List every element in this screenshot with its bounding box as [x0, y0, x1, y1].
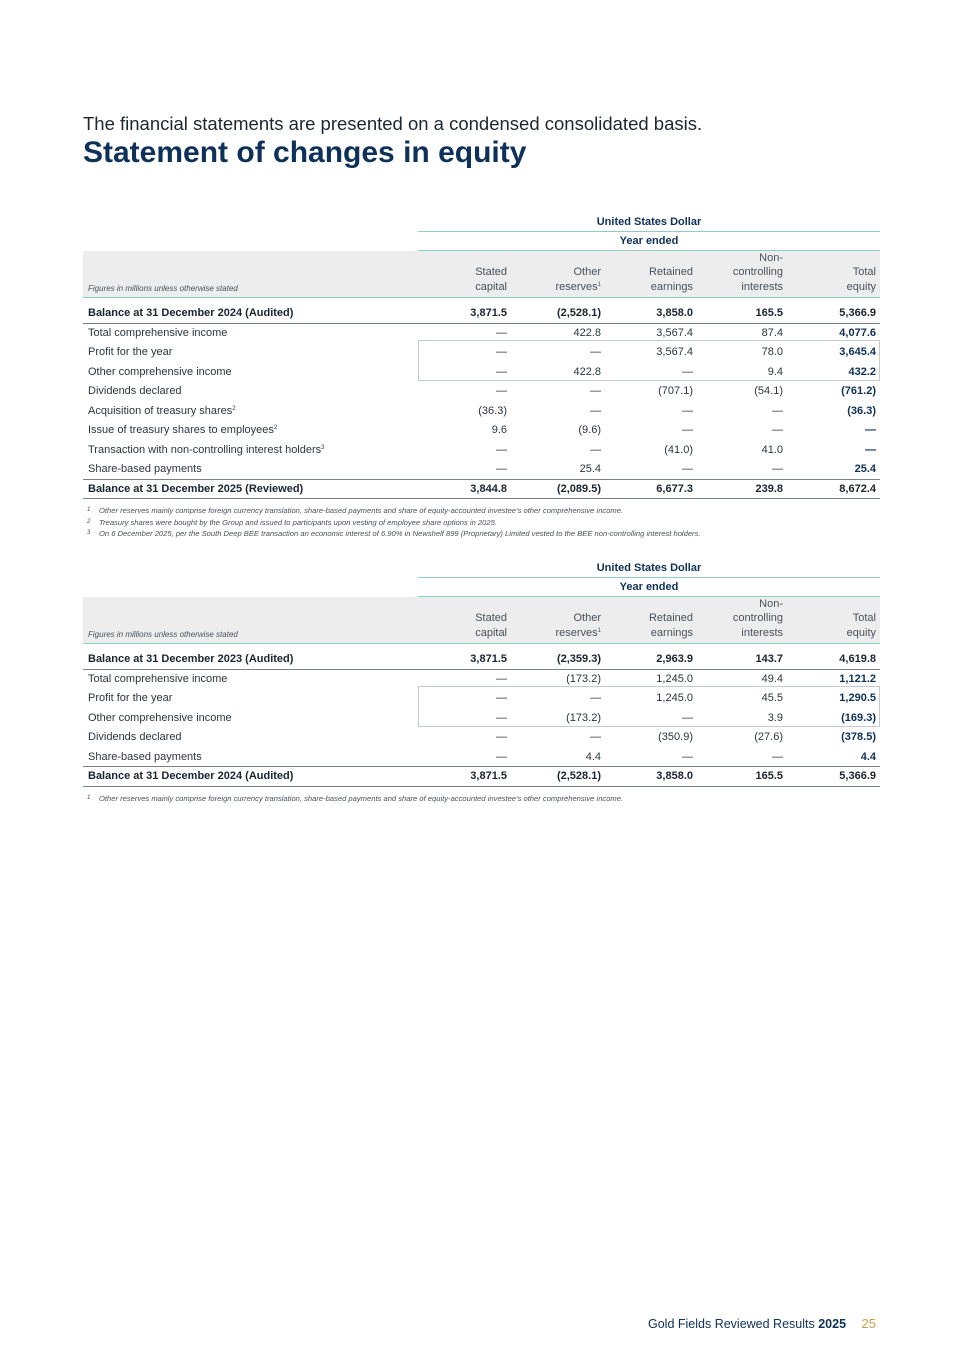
table-cell: 49.4: [761, 672, 783, 685]
footnote-ref: 1: [597, 627, 601, 634]
table-cell: (2,089.5): [556, 482, 601, 495]
table-cell: (169.3): [841, 711, 876, 724]
column-header-line: Other: [573, 266, 601, 278]
table-cell: —: [772, 424, 783, 436]
footer-report-name: Gold Fields Reviewed Results: [648, 1317, 815, 1331]
table-cell: —: [496, 346, 507, 358]
footnotes: [87, 793, 623, 805]
units-note: Figures in millions unless otherwise stated: [88, 630, 238, 639]
column-header-line: [555, 251, 601, 266]
subtotal-bracket: [418, 340, 880, 381]
row-label: [88, 463, 202, 475]
table-cell: 3,871.5: [470, 653, 507, 665]
table-cell: —: [682, 750, 693, 763]
column-header: [733, 251, 783, 295]
header-bottom-rule: [83, 643, 880, 644]
column-header-line: earnings: [650, 626, 693, 639]
table-row: [83, 420, 880, 440]
column-header-line: Total: [852, 266, 876, 278]
footnote-number: 1: [87, 507, 91, 513]
footnote: [87, 517, 701, 529]
table-cell: 4,077.6: [839, 326, 876, 339]
table-cell: 87.4: [761, 326, 783, 339]
column-header-line: controlling: [732, 266, 783, 278]
page-number: 25: [861, 1316, 876, 1331]
table-cell: 3.9: [767, 711, 783, 724]
column-header: [847, 597, 876, 641]
table-cell: —: [590, 404, 601, 417]
column-header-row: [83, 597, 880, 643]
footnote-number: 3: [87, 530, 91, 537]
table-cell: (41.0): [664, 443, 693, 456]
column-header-line: equity: [846, 626, 876, 639]
table-cell: 1,245.0: [656, 692, 693, 704]
column-header-line: [475, 597, 507, 612]
row-label: [88, 712, 232, 724]
footnote-text: Treasury shares were bought by the Group and issued to participants upon vesting of employee share options in 2025.: [99, 517, 497, 527]
table-cell: —: [590, 692, 601, 704]
row-label: [88, 424, 277, 436]
row-label: [88, 731, 182, 743]
footnote: [87, 793, 623, 805]
row-label-text: Acquisition of treasury shares: [88, 404, 233, 417]
column-header-line: earnings: [650, 280, 693, 293]
page-title: Statement of changes in equity: [83, 136, 527, 169]
row-label-text: Total comprehensive income: [88, 672, 228, 685]
table-cell: 1,290.5: [839, 692, 876, 704]
footnote: [87, 528, 701, 540]
table-cell: 4,619.8: [839, 653, 876, 665]
column-header-line: equity: [846, 280, 876, 293]
row-label: [88, 405, 236, 417]
table-cell: —: [496, 365, 507, 378]
column-header-line: [649, 597, 693, 612]
period-header: Year ended: [619, 581, 679, 593]
footnote-text: On 6 December 2025, per the South Deep BEE transaction an economic interest of 6.90% in Newshelf 899 (Proprietary) Limited vested to the BEE non-controlling interest holders.: [99, 529, 701, 539]
table-row: [83, 381, 880, 401]
row-label-text: Balance at 31 December 2025 (Reviewed): [88, 482, 304, 495]
table-cell: 3,858.0: [656, 307, 693, 319]
table-row: [83, 479, 880, 500]
footnote-number: 2: [87, 518, 91, 525]
column-header-line: Stated: [475, 266, 507, 278]
table-cell: 41.0: [761, 443, 783, 456]
table-cell: (2,528.1): [556, 307, 601, 319]
column-header-line: [555, 597, 601, 612]
row-label-text: Profit for the year: [88, 692, 173, 704]
table-cell: —: [682, 711, 693, 724]
column-header-line: interests: [741, 280, 783, 293]
table-cell: (707.1): [658, 385, 693, 397]
table-cell: (54.1): [754, 385, 783, 397]
table-cell: (27.6): [754, 731, 783, 743]
row-label: [88, 366, 232, 378]
row-label-text: Other comprehensive income: [88, 711, 232, 724]
header-divider: [418, 231, 880, 232]
column-header: [649, 251, 693, 295]
column-header-line: Stated: [475, 612, 507, 624]
footnote-text: Other reserves mainly comprise foreign currency translation, share-based payments and share of equity-accounted investee’s other comprehensive income.: [99, 793, 624, 803]
table-cell: (350.9): [658, 731, 693, 743]
table-cell: 3,871.5: [470, 770, 507, 782]
table-cell: —: [496, 385, 507, 397]
row-label-text: Dividends declared: [88, 731, 182, 743]
column-header-row: [83, 251, 880, 297]
table-cell: (378.5): [841, 731, 876, 743]
column-header: [555, 597, 601, 641]
subtotal-bracket: [418, 686, 880, 727]
table-cell: (2,528.1): [556, 770, 601, 782]
table-cell: —: [496, 750, 507, 763]
column-header: [649, 597, 693, 641]
table-row: [83, 440, 880, 460]
column-header-line: Retained: [648, 612, 693, 624]
row-label-text: Balance at 31 December 2024 (Audited): [88, 770, 294, 782]
row-label: [88, 444, 325, 456]
units-note: Figures in millions unless otherwise stated: [88, 284, 238, 293]
footnote-number: 1: [87, 794, 91, 801]
table-cell: —: [496, 443, 507, 456]
table-cell: 143.7: [755, 653, 783, 665]
column-header-text: reserves: [555, 626, 598, 639]
table-cell: (173.2): [566, 672, 601, 685]
column-header-line: [649, 251, 693, 266]
footnote-ref: 2: [232, 405, 236, 412]
table-cell: 165.5: [755, 770, 783, 782]
table-cell: 3,567.4: [656, 326, 693, 339]
table-cell: 5,366.9: [839, 307, 876, 319]
table-row: [83, 303, 880, 324]
column-header-line: Total: [852, 612, 876, 624]
footnote-ref: 2: [273, 425, 278, 431]
row-label: [88, 327, 227, 339]
table-cell: —: [682, 463, 693, 475]
table-cell: 432.2: [848, 365, 876, 378]
footnotes: [87, 505, 701, 540]
table-cell: (761.2): [841, 385, 876, 397]
row-label-text: Share-based payments: [88, 750, 202, 763]
table-cell: 25.4: [854, 463, 876, 475]
table-row: [83, 401, 880, 421]
column-header-line: controlling: [732, 612, 783, 624]
currency-header: United States Dollar: [596, 216, 702, 228]
footnote-ref: 1: [597, 281, 601, 288]
table-cell: —: [772, 463, 783, 475]
column-header: [475, 251, 507, 295]
row-label: [88, 692, 172, 704]
table-cell: 45.5: [761, 692, 783, 704]
table-row: [83, 747, 880, 768]
table-cell: 4.4: [860, 750, 876, 763]
column-header-line: [555, 280, 601, 295]
table-row: [83, 727, 880, 747]
table-cell: —: [496, 463, 507, 475]
table-row: [83, 649, 880, 670]
table-cell: 78.0: [761, 346, 783, 358]
table-cell: 2,963.9: [656, 653, 693, 665]
table-cell: 1,245.0: [656, 672, 693, 685]
row-label: [88, 307, 293, 319]
column-header-line: Non-: [759, 597, 783, 610]
table-cell: —: [865, 443, 876, 456]
table-row: [83, 459, 880, 480]
table-cell: 165.5: [755, 307, 783, 319]
row-label-text: Profit for the year: [88, 346, 173, 358]
row-label-text: Other comprehensive income: [88, 365, 232, 378]
column-header-line: [555, 626, 601, 641]
column-header-line: [847, 251, 876, 266]
header-bottom-rule: [83, 297, 880, 298]
column-header-line: interests: [741, 626, 783, 639]
table-cell: 239.8: [755, 482, 783, 495]
table-cell: 3,858.0: [656, 770, 693, 782]
table-row: [83, 766, 880, 787]
table-cell: 3,567.4: [656, 346, 693, 358]
footnote-ref: 3: [321, 444, 325, 451]
table-cell: 6,677.3: [656, 482, 693, 495]
row-label: [88, 346, 172, 358]
table-cell: —: [772, 404, 783, 417]
row-label: [88, 673, 227, 685]
row-label: [88, 770, 293, 782]
footnote-text: Other reserves mainly comprise foreign currency translation, share-based payments and share of equity-accounted investee’s other comprehensive income.: [99, 506, 624, 515]
row-label-text: Share-based payments: [88, 463, 202, 475]
table-cell: 1,121.2: [839, 672, 876, 685]
table-cell: —: [682, 424, 693, 436]
table-cell: —: [590, 443, 601, 456]
column-header-line: Other: [573, 612, 601, 624]
column-header-line: [475, 251, 507, 266]
column-header-line: [847, 597, 876, 612]
table-cell: —: [772, 750, 783, 763]
column-header-line: Retained: [648, 266, 693, 278]
table-cell: —: [496, 711, 507, 724]
row-label-text: Balance at 31 December 2023 (Audited): [88, 653, 294, 665]
period-header: Year ended: [619, 235, 679, 247]
table-cell: (9.6): [578, 424, 601, 436]
table-cell: 3,844.8: [470, 482, 507, 495]
column-header: [475, 597, 507, 641]
table-cell: 5,366.9: [839, 770, 876, 782]
table-cell: —: [496, 692, 507, 704]
column-header-line: capital: [475, 280, 507, 293]
table-cell: (36.3): [478, 404, 507, 417]
table-cell: —: [590, 346, 601, 358]
table-cell: —: [590, 385, 601, 397]
page-footer: [648, 1316, 876, 1331]
currency-header: United States Dollar: [596, 562, 702, 574]
row-label-text: Balance at 31 December 2024 (Audited): [88, 307, 294, 319]
table-cell: 4.4: [585, 750, 601, 763]
column-header-line: Non-: [759, 251, 783, 264]
table-cell: 9.6: [491, 424, 507, 436]
table-cell: (36.3): [847, 404, 876, 417]
table-cell: (2,359.3): [556, 653, 601, 665]
page-subtitle: The financial statements are presented on a condensed consolidated basis.: [83, 113, 703, 134]
column-header: [733, 597, 783, 641]
table-cell: —: [496, 672, 507, 685]
table-cell: —: [682, 365, 693, 378]
column-header: [847, 251, 876, 295]
row-label: [88, 385, 182, 397]
row-label: [88, 653, 293, 665]
table-cell: 3,645.4: [839, 346, 876, 358]
row-label-text: Dividends declared: [88, 385, 182, 397]
table-cell: —: [682, 404, 693, 417]
row-label-text: Transaction with non-controlling interest holders: [88, 443, 322, 456]
table-cell: 25.4: [579, 463, 601, 475]
column-header-text: reserves: [555, 280, 598, 293]
row-label: [88, 483, 303, 495]
table-cell: 3,871.5: [470, 307, 507, 319]
row-label-text: Issue of treasury shares to employees: [88, 424, 274, 436]
footnote: [87, 505, 701, 517]
table-cell: —: [865, 424, 876, 436]
table-cell: —: [590, 731, 601, 743]
table-cell: —: [496, 326, 507, 339]
row-label: [88, 751, 202, 763]
column-header: [555, 251, 601, 295]
header-divider: [418, 577, 880, 578]
table-cell: —: [496, 731, 507, 743]
row-label-text: Total comprehensive income: [88, 326, 228, 339]
table-cell: 422.8: [573, 326, 601, 339]
table-cell: (173.2): [566, 711, 601, 724]
column-header-line: capital: [475, 626, 507, 639]
table-cell: 9.4: [767, 365, 783, 378]
footer-year: 2025: [818, 1317, 847, 1331]
table-cell: 422.8: [573, 365, 601, 378]
table-cell: 8,672.4: [839, 482, 876, 495]
